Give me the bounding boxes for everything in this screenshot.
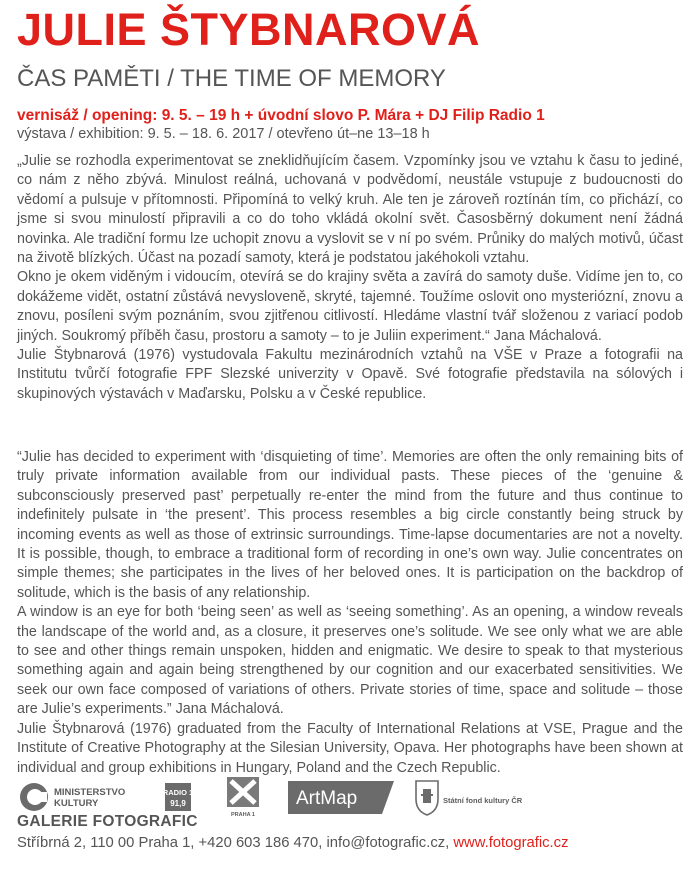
praha-label: PRAHA 1 bbox=[231, 812, 255, 818]
praha1-logo bbox=[225, 775, 261, 820]
czech-paragraph-2: Okno je okem viděným i vidoucím, otevírá se do krajiny světa a zavírá do samoty duše. Vidíme jen to, co dokážeme vidět, ostatní zůstává nevysloveně, skryté, tajemné. Toužíme oslovit ono mysteriózní, znovu a znovu, posíleni svým poznáním, svou zjitřenou citlivostí. Hledáme vlastní tvář složenou z variací podob jiných. Soukromý příběh času, prostoru a samoty – to je Juliin experiment.“ Jana Máchalová. bbox=[17, 269, 683, 344]
fund-label: Státní fond kultury ČR bbox=[443, 796, 523, 805]
gallery-address: Stříbrná 2, 110 00 Praha 1, +420 603 186 470, info@fotografic.cz, bbox=[17, 835, 454, 851]
gallery-contact bbox=[17, 835, 568, 851]
radio-frequency: 91,9 bbox=[170, 799, 186, 808]
exhibition-dates: výstava / exhibition: 9. 5. – 18. 6. 2017 / otevřeno út–ne 13–18 h bbox=[17, 126, 430, 142]
ministry-label-2: KULTURY bbox=[54, 798, 99, 809]
opening-info: vernisáž / opening: 9. 5. – 19 h + úvodní slovo P. Mára + DJ Filip Radio 1 bbox=[17, 107, 545, 124]
ministry-label-1: MINISTERSTVO bbox=[54, 787, 126, 798]
artist-name: JULIE ŠTYBNAROVÁ bbox=[17, 4, 481, 55]
english-text bbox=[17, 448, 683, 778]
gallery-website-link[interactable]: www.fotografic.cz bbox=[453, 835, 569, 851]
exhibition-title: ČAS PAMĚTI / THE TIME OF MEMORY bbox=[17, 65, 446, 92]
english-paragraph-2: A window is an eye for both ‘being seen’ as well as ‘seeing something’. As an opening, a window reveals the landscape of the world and, as a closure, it preserves one’s solitude. We see only what we are able to see and other things remain unspoken, hidden and enigmatic. We desire to speak to that mysterious something again and again being strengthened by our cognition and our exacerbated sensitivities. We seek our own face composed of variations of others. Private stories of time, space and solitude – those are Julie’s experiments.” Jana Máchalová. bbox=[17, 604, 683, 718]
czech-text bbox=[17, 152, 683, 404]
radio-label: RADIO 1 bbox=[162, 788, 194, 797]
artmap-logo bbox=[288, 775, 394, 820]
artmap-label: ArtMap bbox=[296, 788, 358, 809]
state-culture-fund-logo bbox=[414, 775, 534, 820]
czech-paragraph-3: Julie Štybnarová (1976) vystudovala Fakultu mezinárodních vztahů na VŠE v Praze a fotografii na Institutu tvůrčí fotografie FPF Slezské univerzity v Opavě. Své fotografie představila na sólových i skupinových výstavách v Maďarsku, Polsku a v České republice. bbox=[17, 347, 683, 402]
english-paragraph-3: Julie Štybnarová (1976) graduated from the Faculty of International Relations at VSE, Prague and the Institute of Creative Photography at the Silesian University, Opava. Her photographs have been shown at individual and group exhibitions in Hungary, Poland and the Czech Republic. bbox=[17, 720, 683, 776]
gallery-name: GALERIE FOTOGRAFIC bbox=[17, 813, 198, 830]
czech-paragraph-1: „Julie se rozhodla experimentovat se zneklidňujícím časem. Vzpomínky jsou ve vztahu k času to jediné, co nám z něho zbývá. Minulost reálná, uchovaná v podvědomí, neustále vstupuje z budoucnosti do vědomí a pulsuje v přítomnosti. Připomíná to velký kruh. Ale ten je zároveň roztínán tím, co přichází, co jsme si svou minulostí připravili a co do toho vkládá okolní svět. Časosběrný dokument není žádná novinka. Ale tradiční formu lze uchopit znovu a vyslovit se v ní po svém. Průniky do malých motivů, účast na životě blízkých. Účast na pozadí samoty, která je podstatou jakéhokoli vztahu. bbox=[17, 153, 683, 267]
english-paragraph-1: “Julie has decided to experiment with ‘disquieting of time’. Memories are often the only remaining bits of truly private information available from our individual pasts. These pieces of the ‘genuine & subconsciously preserved past’ perpetually re-enter the mind from the future and thus continue to indefinitely pulsate in ‘the present’. This process resembles a big circle constantly being struck by incoming events as well as those of extrinsic surroundings. Time-lapse documentaries are not a novelty. It is possible, though, to embrace a traditional form of recording in one’s own way. Julie concentrates on simple themes; she participates in the lives of her beloved ones. It is participation on the backdrop of solitude, which is the basis of any relationship. bbox=[17, 449, 683, 601]
